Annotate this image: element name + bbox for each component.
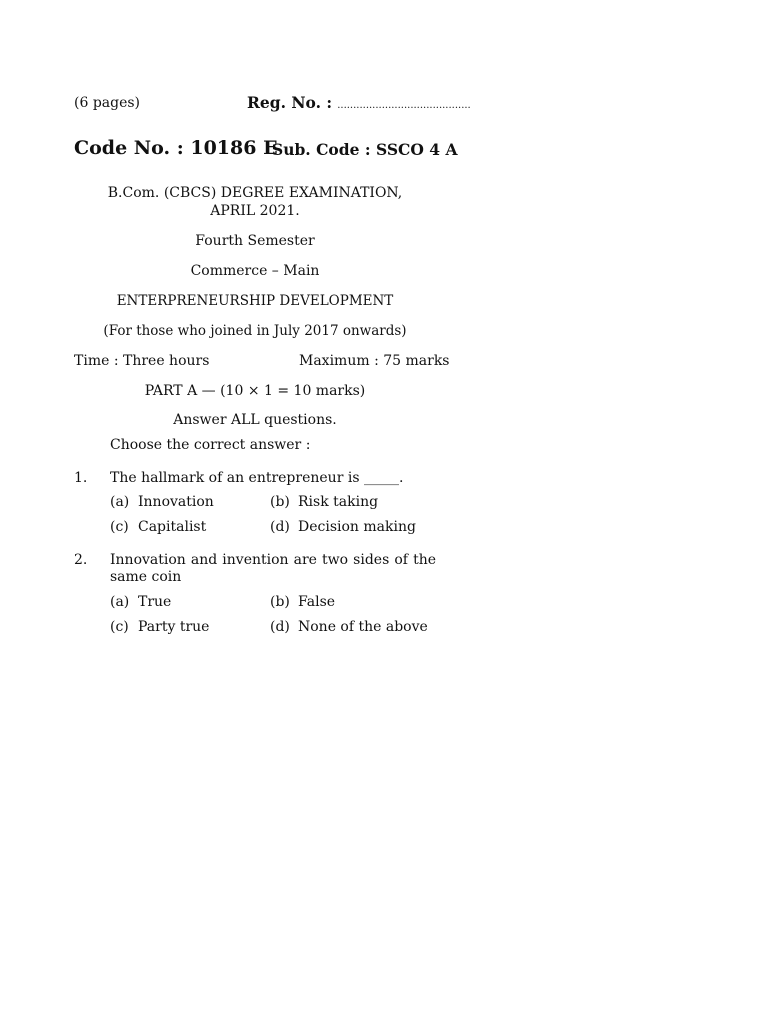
- subject-title: ENTERPRENEURSHIP DEVELOPMENT: [116, 293, 394, 309]
- question-number: 1.: [74, 470, 88, 486]
- option-text: None of the above: [298, 619, 428, 635]
- option-label: (c): [110, 619, 129, 635]
- option-text: False: [298, 594, 336, 610]
- option-c: [110, 519, 206, 535]
- reg-no-dots: ..........................................: [337, 100, 471, 111]
- option-text: Party true: [138, 619, 210, 635]
- exam-title-line1: B.Com. (CBCS) DEGREE EXAMINATION,: [107, 185, 403, 201]
- sub-code: Sub. Code : SSCO 4 A: [272, 140, 458, 159]
- part-a-instruction: Answer ALL questions.: [173, 412, 337, 428]
- option-d: [270, 519, 416, 535]
- option-b: [270, 494, 378, 510]
- question-number: 2.: [74, 552, 88, 568]
- page-count: (6 pages): [74, 95, 141, 111]
- part-a-heading: PART A — (10 × 1 = 10 marks): [144, 383, 366, 399]
- option-label: (a): [110, 494, 130, 510]
- option-text: Decision making: [298, 519, 416, 535]
- option-text: Innovation: [138, 494, 214, 510]
- question-text: The hallmark of an entrepreneur is _____.: [110, 470, 404, 486]
- semester: Fourth Semester: [195, 233, 315, 249]
- option-label: (c): [110, 519, 129, 535]
- option-a: [110, 494, 214, 510]
- option-text: Capitalist: [138, 519, 207, 535]
- option-text: True: [138, 594, 172, 610]
- stream: Commerce – Main: [190, 263, 320, 279]
- option-label: (b): [270, 494, 290, 510]
- eligibility-note: (For those who joined in July 2017 onwards): [103, 323, 407, 339]
- option-label: (d): [270, 619, 290, 635]
- option-label: (d): [270, 519, 290, 535]
- code-number: Code No. : 10186 E: [74, 137, 278, 159]
- option-label: (b): [270, 594, 290, 610]
- maximum-marks: Maximum : 75 marks: [299, 353, 450, 369]
- option-label: (a): [110, 594, 130, 610]
- option-text: Risk taking: [298, 494, 379, 510]
- reg-no-field: [247, 93, 471, 112]
- option-a: [110, 594, 171, 610]
- exam-title-line2: APRIL 2021.: [210, 203, 300, 219]
- option-b: [270, 594, 335, 610]
- question-text: Innovation and invention are two sides of the same coin: [110, 552, 436, 585]
- reg-no-label: Reg. No. :: [247, 93, 333, 112]
- time-allowed: Time : Three hours: [74, 353, 210, 369]
- option-d: [270, 619, 428, 635]
- choose-instruction: Choose the correct answer :: [110, 437, 311, 453]
- option-c: [110, 619, 209, 635]
